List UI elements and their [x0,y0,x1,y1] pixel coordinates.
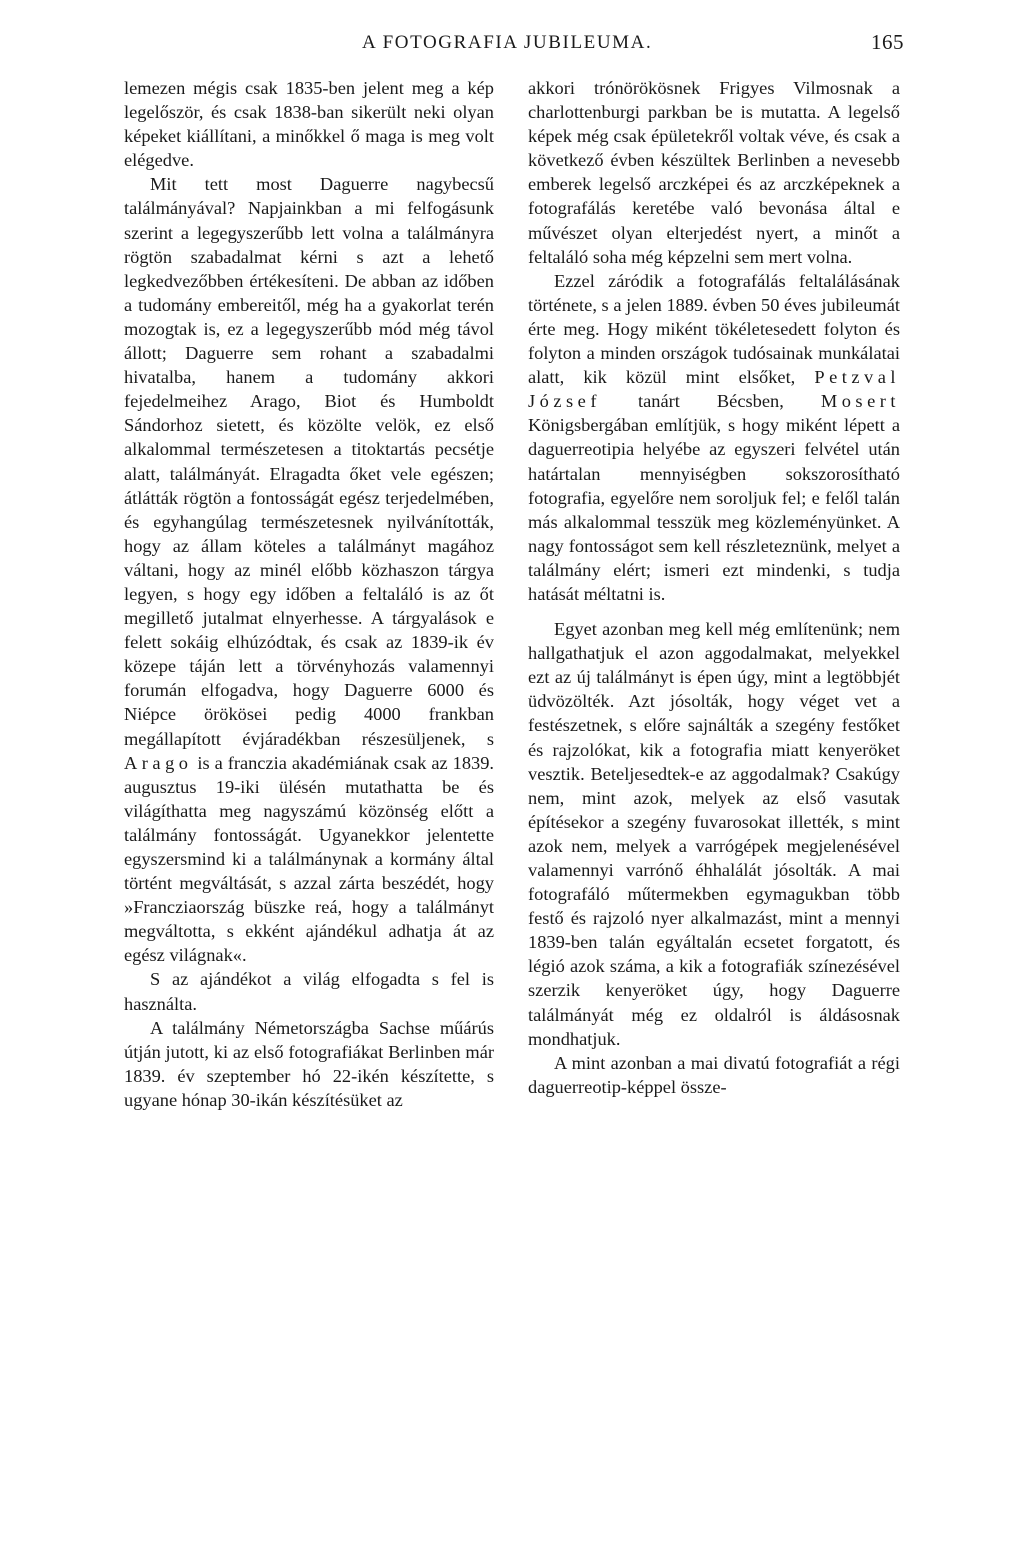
paragraph-text: Ezzel záródik a fotografálás feltalálásának története, s a jelen 1889. évben 50 éves jubileumát érte meg. Hogy miként tökéletesedett folyton és folyton a minden országok tudósainak munkálatai alatt, kik közül mint elsőket, [528,270,900,388]
right-column [528,76,900,1099]
paragraph: A találmány Németországba Sachse műárús útján jutott, ki az első fotografiákat Berlinben már 1839. év szeptember hó 22-ikén készítette, s ugyane hónap 30-ikán készítésüket az [124,1017,494,1110]
paragraph: lemezen mégis csak 1835-ben jelent meg a kép legelőször, és csak 1838-ban sikerült neki olyan képeket kiállítani, a minőkkel ő maga is meg volt elégedve. [124,78,494,171]
page-number: 165 [871,30,904,54]
paragraph: S az ajándékot a világ elfogadta s fel is használta. [124,969,494,1014]
paragraph [124,172,494,967]
paragraph-text: tanárt Bécsben, [638,391,784,412]
paragraph-text: is a franczia akadémiának csak az 1839. augusztus 19-iki ülésén mutathatta be és világíthatta meg nagyszámú közönség előtt a találmány fontosságát. Ugyanekkor jelentette egyszersmind ki a találmánynak a kormány által történt megváltását, s azzal zárta beszédét, hogy »Francziaország büszke reá, hogy a találmányt megváltotta, s ekként ajándékul adhatja át az egész világnak«. [124,752,494,966]
spaced-name: Mosert [820,391,900,412]
paragraph: A mint azonban a mai divatú fotografiát a régi daguerreotip-képpel össze- [528,1052,900,1097]
paragraph-text: Königsbergában említjük, s hogy miként lépett a daguerreotipia helyébe az egyszeri felvétel után határtalan mennyiségben sokszorosítható fotografia, egyelőre nem soroljuk fel; e felől talán más alkalommal tesszük meg közleményünket. A nagy fontosságot sem kell részleteznünk, melyet a találmány elért; ismeri ezt mindenki, s tudja hatását méltatni is. [528,415,900,604]
paragraph: akkori trónörökösnek Frigyes Vilmosnak a charlottenburgi parkban be is mutatta. A legelső képek még csak épületekről voltak véve, és csak a következő évben készültek Berlinben a nevesebb emberek legelső arczképei és az arczképeknek a fotografálás keretébe való bevonása által e művészet olyan elterjedést nyert, a minőt a feltaláló soha még képzelni sem mert volna. [528,78,900,267]
running-title: A FOTOGRAFIA JUBILEUMA. [362,32,653,53]
paragraph-text: Mit tett most Daguerre nagybecsű találmányával? Napjainkban a mi felfogásunk szerint a legegyszerűbb lett volna a találmányra rögtön szabadalmat kérni s azt a lehető legkedvezőbben értékesíteni. De abban az időben a tudomány embereitől, még ha a gyakorlat terén mozogtak is, ez a legegyszerűbb mód még távol állott; Daguerre sem rohant a szabadalmi hivatalba, hanem a tudomány akkori fejedelmeihez Arago, Biot és Humboldt Sándorhoz sietett, és közölte velök, ez első alkalommal természetesen a titoktartás pecsétje alatt, találmányát. Elragadta őket vele egészen; átlátták rögtön a fontosságát egész terjedelmében, és egyhangúlag természetesnek nyilvánították, hogy az állam köteles a találmányt magához váltani, hogy az minél előbb közhaszon tárgya legyen, s hogy egy időben a feltaláló is az őt megillető jutalmat elnyerhesse. A tárgyalások e felett sokáig elhúzódtak, és csak az 1839-ik év közepe táján lett a törvényhozás valamennyi forumán elfogadva, hogy Daguerre 6000 és Niépce örökösei pedig 4000 frankban megállapított évjáradékban részesüljenek, s [124,174,494,749]
left-column [124,76,494,1112]
paragraph [528,269,900,606]
spaced-name: Petzval József [528,367,900,412]
paragraph: Egyet azonban meg kell még említenünk; nem hallgathatjuk el azon aggodalmakat, melyekkel ezt az új találmányt is épen úgy, mint a legtöbbjét üdvözölték. Azt jósolták, hogy véget vet a festészetnek, s előre sajnálták a szegény festőket és rajzolókat, kik a fotografia miatt kenyeröket vesztik. Beteljesedtek-e az aggodalmak? Csakúgy nem, mint azok, melyek az első vasutak építésekor a szegény fuvarosokat illették, s mint azok nem, melyek a varrógépek megjelenésével valamennyi varrónő éhhalálát jósolták. A mai fotografáló műtermekben egymagukban több festő és rajzoló nyer alkalmazást, mint a mennyi 1839-ben talán egyáltalán ecsetet forgatott, és légió azok száma, a kik a fotografiák színezésével szerzik kenyeröket úgy, hogy Daguerre találmányát még ez oldalról is áldásosnak mondhatjuk. [528,619,900,1049]
spaced-name: Arago [124,752,193,773]
running-head [120,28,904,58]
